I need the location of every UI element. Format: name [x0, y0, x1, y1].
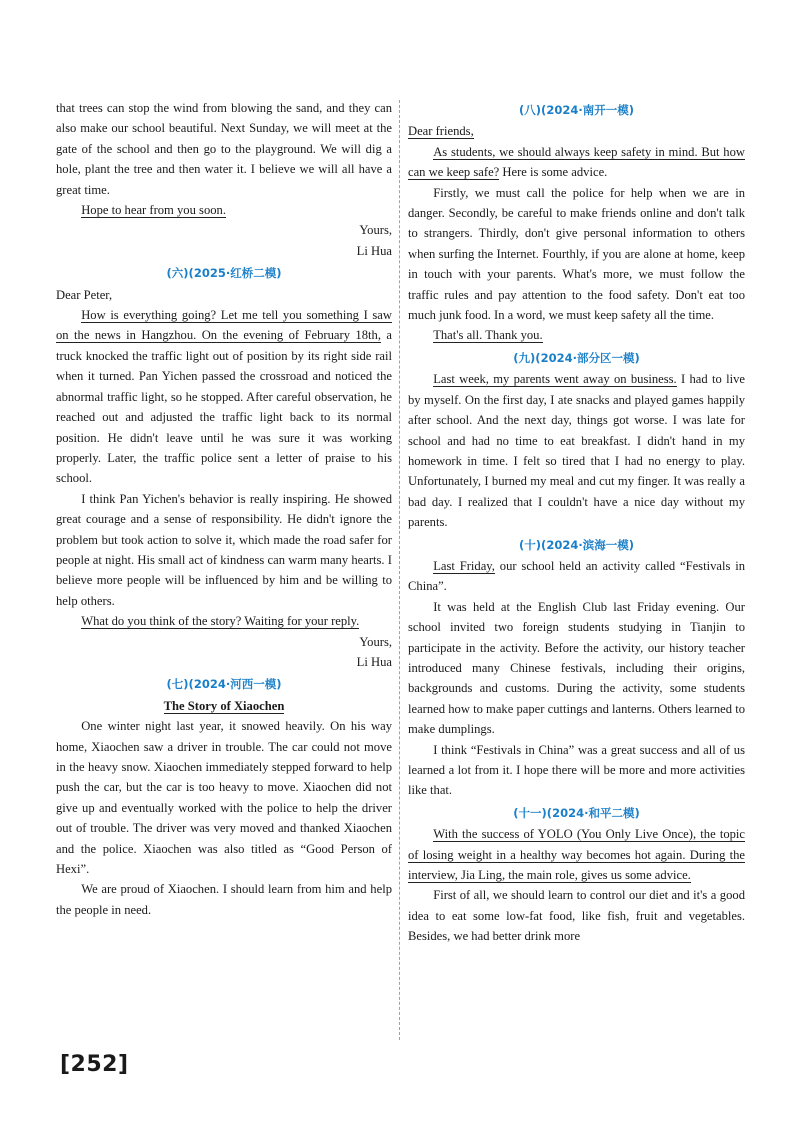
paragraph: First of all, we should learn to control our diet and it's a good idea to eat some low-fat food, like fish, fruit and vegetables. Besides, we had better drink more: [408, 888, 745, 944]
signoff-name: Li Hua: [356, 654, 392, 669]
greeting: Dear Peter,: [56, 287, 113, 302]
paragraph-text: Here is some advice.: [499, 165, 608, 180]
paragraph: I think “Festivals in China” was a great success and all of us learned a lot from it. I hope there will be more and more activities like that.: [408, 742, 745, 798]
paragraph: [56, 611, 392, 631]
paragraph: that trees can stop the wind from blowing the sand, and they can also make our school beautiful. Next Sunday, we will meet at the gate of the school and then go to the playground. We will dig a hole, plant the tree and then water it. I believe we will all have a great time.: [56, 101, 392, 197]
paragraph-text: our school held an activity called “Festivals in China”.: [408, 558, 745, 594]
paragraph: [408, 824, 745, 885]
right-column: [408, 98, 745, 947]
paragraph: We are proud of Xiaochen. I should learn from him and help the people in need.: [56, 882, 392, 917]
paragraph: [408, 142, 745, 183]
signoff-yours: Yours,: [359, 634, 392, 649]
underlined-sentence: Last week, my parents went away on business.: [433, 372, 677, 387]
essay-title-text: The Story of Xiaochen: [163, 698, 285, 713]
section-heading-7: (七)(2024·河西一模): [166, 677, 282, 692]
paragraph: [408, 556, 745, 597]
section-heading-11: (十一)(2024·和平二模): [513, 805, 640, 820]
underlined-sentence: Last Friday,: [433, 558, 495, 573]
closing-line: [56, 200, 392, 220]
paragraph-text: a truck knocked the traffic light out of position by its right side rail when it turned. Pan Yichen passed the crossroad and noticed the abnormal traffic light, so he stopped. After careful observation, he reached out and adjusted the traffic light back to its normal position. He didn't leave until he was sure it was working properly. Later, the traffic police sent a letter of praise to his school.: [56, 328, 392, 486]
paragraph: I think Pan Yichen's behavior is really inspiring. He showed great courage and a sense of responsibility. He didn't ignore the problem but took action to solve it, which made the road safer for people at night. His small act of kindness can warm many hearts. I believe more people will be influenced by him and be willing to help others.: [56, 491, 392, 608]
essay-title: [56, 696, 392, 716]
closing-line: [408, 325, 745, 345]
page-number: [252]: [60, 1052, 129, 1077]
paragraph: Firstly, we must call the police for help when we are in danger. Secondly, be careful to make friends online and don't talk to strangers. Thirdly, don't give personal information to others when surfing the Internet. Fourthly, if you are alone at home, keep in touch with your parents. What's more, we must follow the traffic rules and pay attention to the food safety. Don't eat too much junk food. In a word, we must keep safety all the time.: [408, 185, 745, 323]
left-column: [56, 98, 392, 920]
greeting: [408, 121, 745, 141]
section-heading-9: (九)(2024·部分区一模): [513, 350, 640, 365]
underlined-sentence: What do you think of the story? Waiting for your reply.: [81, 614, 360, 629]
underlined-sentence: How is everything going? Let me tell you something I saw on the news in Hangzhou. On the evening of February 18th,: [56, 308, 392, 343]
section-heading-6: (六)(2025·红桥二模): [166, 266, 282, 281]
underlined-sentence: Hope to hear from you soon.: [81, 203, 226, 218]
underlined-sentence: As students, we should always keep safety in mind. But how can we keep safe?: [408, 144, 745, 180]
paragraph: One winter night last year, it snowed heavily. On his way home, Xiaochen saw a driver in trouble. The car could not move in the heavy snow. Xiaochen immediately stepped forward to help push the car, but the car is too heavy to move. Xiaochen did not give up and eventually worked with the police to help the driver out of trouble. The driver was very moved and thanked Xiaochen and the police. Xiaochen was also titled as “Good Person of Hexi”.: [56, 719, 392, 877]
underlined-sentence: Dear friends,: [408, 124, 474, 139]
paragraph: [408, 369, 745, 532]
paragraph: [56, 305, 392, 489]
section-heading-8: (八)(2024·南开一模): [519, 103, 634, 117]
underlined-sentence: That's all. Thank you.: [433, 328, 543, 343]
signoff-name: Li Hua: [356, 243, 392, 258]
paragraph-text: I had to live by myself. On the first day, I ate snacks and played games happily after school. And the next day, things got worse. I was late for school and had no time to eat breakfast. I didn't hand in my homework in time. I felt so tired that I had no energy to play. Unfortunately, I burned my meal and cut my finger. It was really a bad day. I realized that I couldn't have a nice day without my parents.: [408, 372, 745, 530]
signoff-yours: Yours,: [359, 223, 392, 238]
underlined-sentence: With the success of YOLO (You Only Live Once), the topic of losing weight in a healthy way becomes hot again. During the interview, Jia Ling, the main role, gives us some advice.: [408, 827, 745, 883]
section-heading-10: (十)(2024·滨海一模): [519, 537, 634, 552]
paragraph: It was held at the English Club last Friday evening. Our school invited two foreign students studying in Tianjin to participate in the activity. Before the activity, our history teacher introduced many Chinese festivals, including their origins, backgrounds and customs. During the activity, some students learned how to make paper cuttings and lanterns. Others learned to make dumplings.: [408, 599, 745, 737]
column-divider: [399, 100, 400, 1040]
